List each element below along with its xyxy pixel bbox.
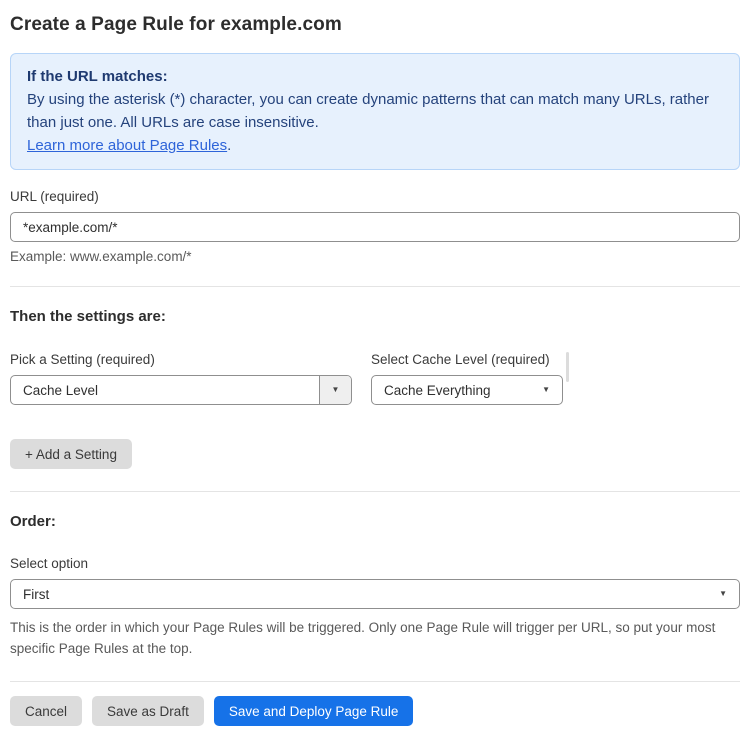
settings-heading: Then the settings are: bbox=[10, 308, 166, 325]
chevron-down-icon: ▼ bbox=[331, 385, 340, 394]
url-input[interactable] bbox=[10, 212, 740, 242]
cancel-button[interactable]: Cancel bbox=[10, 696, 82, 726]
order-dropdown[interactable] bbox=[10, 579, 740, 609]
chevron-down-icon: ▼ bbox=[542, 385, 550, 394]
add-setting-row bbox=[10, 439, 740, 469]
order-heading: Order: bbox=[10, 513, 56, 530]
divider bbox=[10, 681, 740, 682]
url-matches-info-box bbox=[10, 53, 740, 170]
save-and-deploy-button[interactable]: Save and Deploy Page Rule bbox=[214, 696, 414, 726]
url-helper-text: Example: www.example.com/* bbox=[10, 249, 192, 264]
cache-level-label: Select Cache Level (required) bbox=[371, 352, 550, 367]
form-actions bbox=[10, 696, 740, 726]
dropdown-arrow-button[interactable] bbox=[319, 376, 351, 404]
page-title: Create a Page Rule for example.com bbox=[10, 14, 342, 35]
settings-row bbox=[10, 352, 740, 405]
order-select-label: Select option bbox=[10, 556, 89, 571]
divider bbox=[10, 491, 740, 492]
cache-level-dropdown[interactable] bbox=[371, 375, 563, 405]
info-box-link-line bbox=[27, 134, 723, 157]
save-as-draft-button[interactable]: Save as Draft bbox=[92, 696, 204, 726]
order-value: First bbox=[23, 586, 50, 602]
url-label: URL (required) bbox=[10, 189, 99, 204]
info-box-body: By using the asterisk (*) character, you can create dynamic patterns that can match many URLs, rather than just one. All URLs are case insensitive. bbox=[27, 91, 709, 131]
pick-setting-dropdown[interactable] bbox=[10, 375, 352, 405]
info-box-heading: If the URL matches: bbox=[27, 68, 168, 85]
pick-setting-label: Pick a Setting (required) bbox=[10, 352, 155, 367]
cache-level-column bbox=[371, 352, 563, 405]
add-setting-button[interactable]: + Add a Setting bbox=[10, 439, 132, 469]
pick-setting-column bbox=[10, 352, 352, 405]
setting-extra-divider bbox=[566, 352, 569, 382]
url-section bbox=[10, 189, 740, 264]
order-helper-text: This is the order in which your Page Rules will be triggered. Only one Page Rule will trigger per URL, so put your most specific Page Rules at the top. bbox=[10, 620, 716, 656]
cache-level-value: Cache Everything bbox=[384, 382, 491, 398]
chevron-down-icon: ▼ bbox=[719, 589, 727, 598]
divider bbox=[10, 286, 740, 287]
link-suffix: . bbox=[227, 137, 232, 154]
pick-setting-value: Cache Level bbox=[23, 382, 99, 398]
learn-more-link[interactable]: Learn more about Page Rules bbox=[27, 137, 228, 154]
